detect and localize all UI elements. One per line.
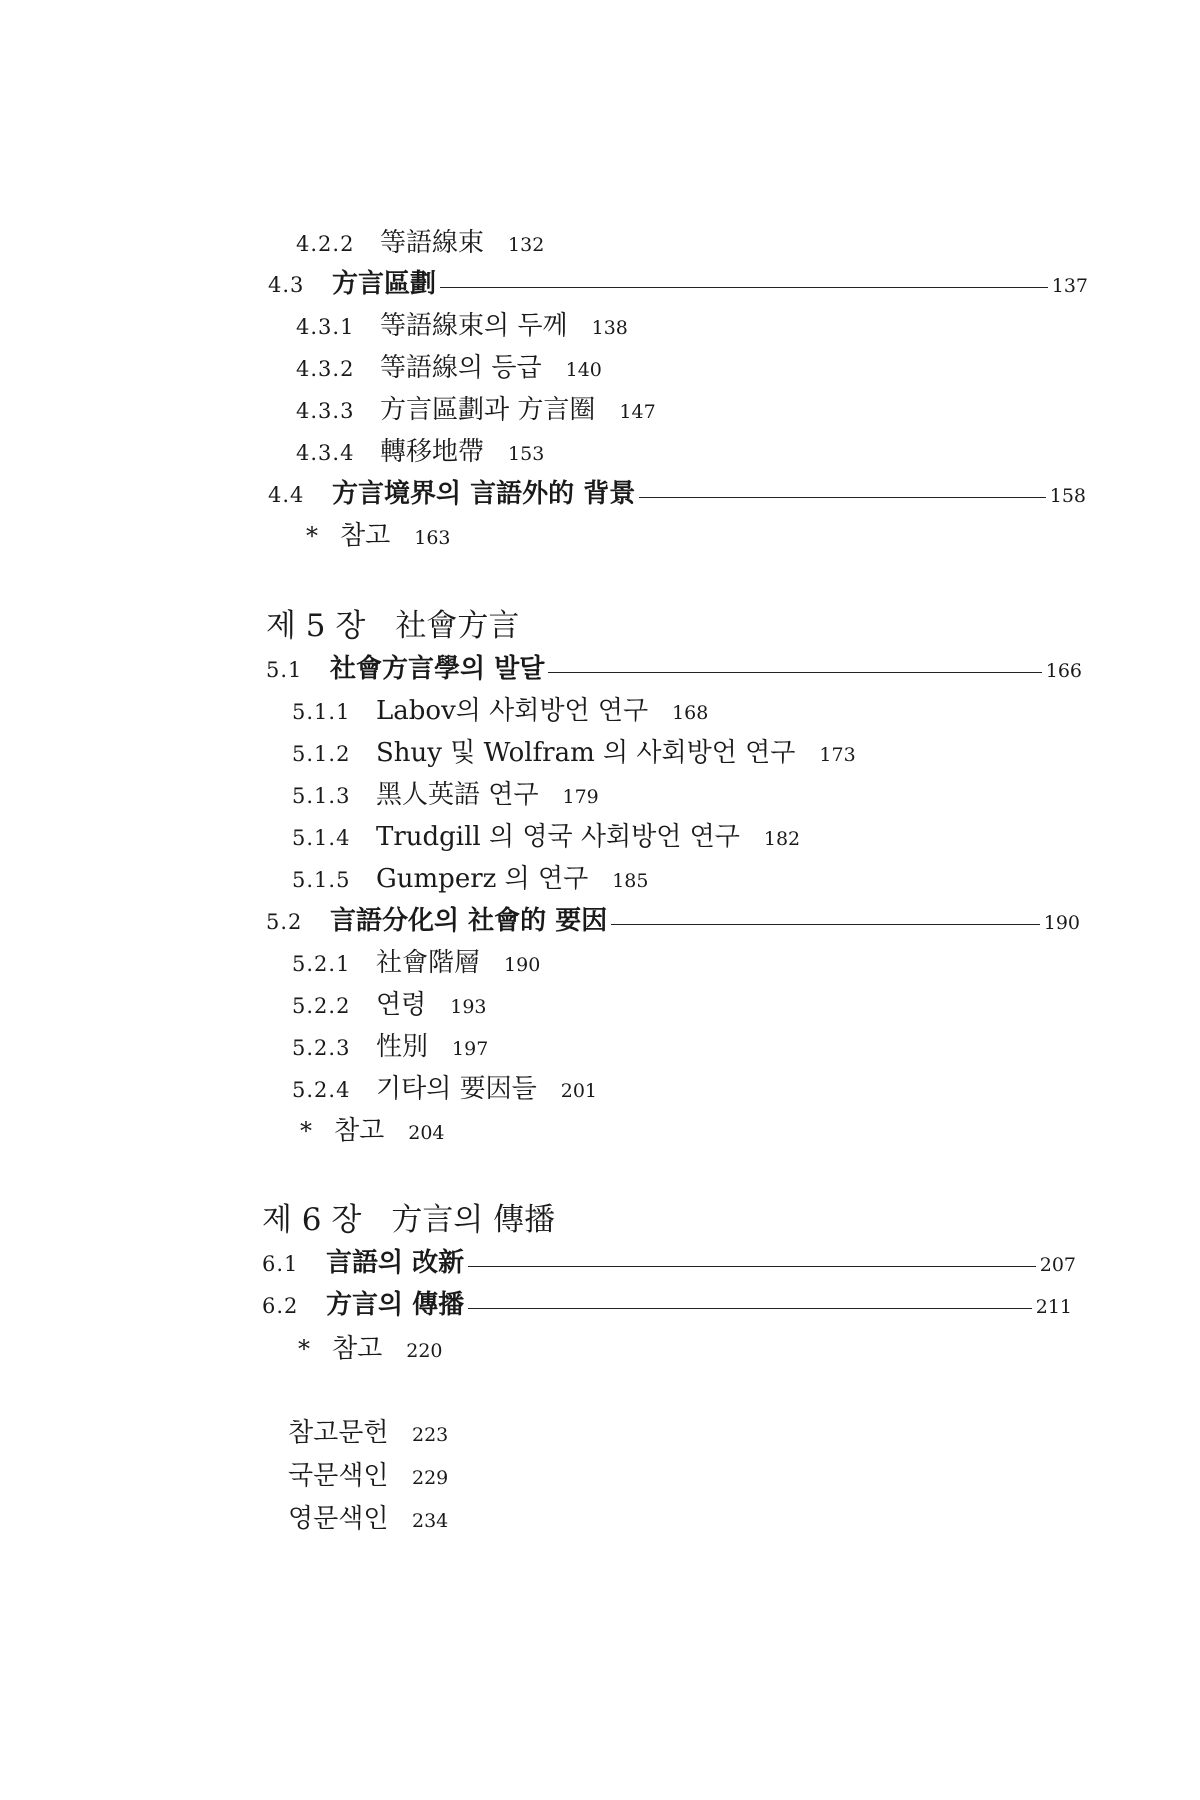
entry-number: 5.2.4 xyxy=(292,1078,351,1102)
chapter-title: 方言의 傳播 xyxy=(391,1202,556,1238)
section-number: 5.2 xyxy=(266,910,303,934)
entry-page: 147 xyxy=(619,401,656,423)
section-title: 方言境界의 言語外的 背景 xyxy=(332,479,636,509)
entry-page: 138 xyxy=(591,317,628,339)
entry-number: 5.1.4 xyxy=(292,826,351,850)
entry-page: 197 xyxy=(452,1038,489,1060)
entry-title: 性別 xyxy=(376,1032,429,1062)
reference-title: 참고 xyxy=(334,1116,385,1146)
chapter-label: 제 5 장 xyxy=(266,608,366,644)
entry-title: 等語線束 xyxy=(380,228,485,258)
toc-section-5-1 xyxy=(266,648,1082,688)
dot-leader xyxy=(468,1308,1032,1309)
section-number: 4.3 xyxy=(268,273,305,297)
section-title: 言語分化의 社會的 要因 xyxy=(330,906,608,936)
toc-entry-5-1-1 xyxy=(292,690,708,730)
entry-title: 社會階層 xyxy=(376,948,481,978)
chapter-6-heading xyxy=(262,1194,555,1239)
entry-number: 4.3.2 xyxy=(296,357,355,381)
section-title: 方言의 傳播 xyxy=(326,1290,465,1320)
toc-entry-4-3-4 xyxy=(296,431,544,471)
dot-leader xyxy=(468,1266,1036,1267)
entry-page: 179 xyxy=(562,786,599,808)
chapter-label: 제 6 장 xyxy=(262,1202,362,1238)
section-page: 137 xyxy=(1051,275,1088,297)
back-matter-english-index xyxy=(288,1498,448,1538)
entry-number: 4.3.3 xyxy=(296,399,355,423)
toc-entry-4-2-2 xyxy=(296,222,544,262)
section-number: 6.2 xyxy=(262,1294,299,1318)
toc-section-6-1 xyxy=(262,1242,1076,1282)
toc-entry-4-3-2 xyxy=(296,347,602,387)
back-matter-page: 234 xyxy=(412,1510,449,1532)
entry-title: 等語線의 등급 xyxy=(380,353,542,383)
section-page: 166 xyxy=(1045,660,1082,682)
section-number: 6.1 xyxy=(262,1252,299,1276)
entry-title: Labov의 사회방언 연구 xyxy=(376,696,649,726)
entry-number: 5.1.2 xyxy=(292,742,351,766)
toc-section-6-2 xyxy=(262,1284,1072,1324)
entry-number: 5.2.3 xyxy=(292,1036,351,1060)
section-page: 190 xyxy=(1043,912,1080,934)
entry-title: 연령 xyxy=(376,990,427,1020)
asterisk: * xyxy=(306,522,318,550)
entry-page: 193 xyxy=(450,996,487,1018)
entry-number: 5.1.5 xyxy=(292,868,351,892)
entry-title: 轉移地帶 xyxy=(380,437,485,467)
reference-title: 참고 xyxy=(340,521,391,551)
entry-number: 4.2.2 xyxy=(296,232,355,256)
toc-entry-5-2-1 xyxy=(292,942,540,982)
toc-reference-4 xyxy=(306,515,451,555)
entry-number: 5.2.1 xyxy=(292,952,351,976)
section-page: 158 xyxy=(1049,485,1086,507)
entry-number: 4.3.1 xyxy=(296,315,355,339)
reference-title: 참고 xyxy=(332,1334,383,1364)
back-matter-title: 참고문헌 xyxy=(288,1418,389,1448)
entry-page: 140 xyxy=(565,359,602,381)
toc-section-5-2 xyxy=(266,900,1080,940)
toc-section-4-4 xyxy=(268,473,1086,513)
section-title: 方言區劃 xyxy=(332,269,437,299)
toc-entry-5-2-2 xyxy=(292,984,487,1024)
entry-title: 黑人英語 연구 xyxy=(376,780,539,810)
toc-entry-5-2-3 xyxy=(292,1026,488,1066)
section-page: 211 xyxy=(1035,1296,1072,1318)
entry-page: 190 xyxy=(504,954,541,976)
entry-page: 182 xyxy=(763,828,801,850)
toc-entry-5-1-2 xyxy=(292,732,856,772)
entry-title: 方言區劃과 方言圈 xyxy=(380,395,596,425)
chapter-5-heading xyxy=(266,600,519,645)
toc-entry-5-2-4 xyxy=(292,1068,597,1108)
dot-leader xyxy=(548,672,1041,673)
toc-entry-5-1-5 xyxy=(292,858,648,898)
back-matter-references xyxy=(288,1412,448,1452)
section-number: 4.4 xyxy=(268,483,305,507)
toc-entry-5-1-4 xyxy=(292,816,800,856)
section-title: 言語의 改新 xyxy=(326,1248,465,1278)
entry-title: Trudgill 의 영국 사회방언 연구 xyxy=(376,822,740,852)
entry-number: 5.1.3 xyxy=(292,784,351,808)
reference-page: 163 xyxy=(414,527,451,549)
chapter-title: 社會方言 xyxy=(395,608,520,644)
entry-page: 153 xyxy=(508,443,545,465)
toc-reference-5 xyxy=(300,1110,445,1150)
entry-page: 201 xyxy=(560,1080,597,1102)
asterisk: * xyxy=(298,1335,310,1363)
entry-title: Gumperz 의 연구 xyxy=(376,864,589,894)
reference-page: 204 xyxy=(408,1122,445,1144)
back-matter-title: 국문색인 xyxy=(288,1461,389,1491)
entry-page: 132 xyxy=(508,234,545,256)
section-page: 207 xyxy=(1039,1254,1076,1276)
back-matter-page: 229 xyxy=(412,1467,449,1489)
section-number: 5.1 xyxy=(266,658,303,682)
reference-page: 220 xyxy=(406,1340,443,1362)
entry-title: 等語線束의 두께 xyxy=(380,311,568,341)
dot-leader xyxy=(639,497,1046,498)
entry-number: 5.1.1 xyxy=(292,700,351,724)
asterisk: * xyxy=(300,1117,312,1145)
entry-title: 기타의 要因들 xyxy=(376,1074,537,1104)
toc-entry-4-3-3 xyxy=(296,389,656,429)
back-matter-page: 223 xyxy=(412,1424,449,1446)
back-matter-title: 영문색인 xyxy=(288,1504,389,1534)
toc-entry-4-3-1 xyxy=(296,305,628,345)
entry-page: 173 xyxy=(819,744,856,766)
entry-number: 4.3.4 xyxy=(296,441,355,465)
toc-entry-5-1-3 xyxy=(292,774,599,814)
section-title: 社會方言學의 발달 xyxy=(330,654,545,684)
dot-leader xyxy=(611,924,1040,925)
dot-leader xyxy=(440,287,1048,288)
entry-number: 5.2.2 xyxy=(292,994,351,1018)
toc-section-4-3 xyxy=(268,263,1088,303)
back-matter-korean-index xyxy=(288,1455,448,1495)
toc-reference-6 xyxy=(298,1328,443,1368)
entry-page: 185 xyxy=(612,870,649,892)
entry-title: Shuy 및 Wolfram 의 사회방언 연구 xyxy=(376,738,796,768)
entry-page: 168 xyxy=(672,702,709,724)
